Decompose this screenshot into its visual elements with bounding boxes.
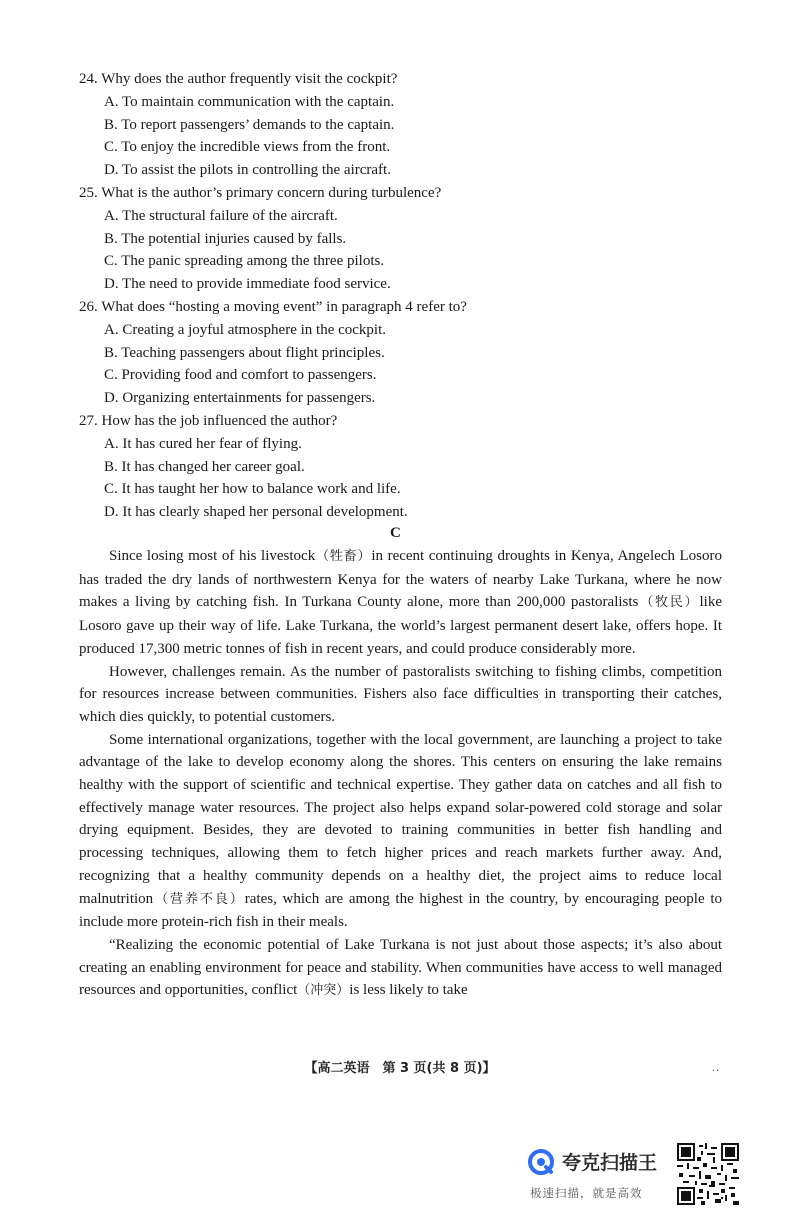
option-a: A. The structural failure of the aircraft. bbox=[104, 207, 338, 224]
question-stem: 24. Why does the author frequently visit the cockpit? bbox=[79, 71, 398, 87]
text-run: Some international organizations, together with the local government, are launching a project to take advantage of the lake to develop economy along the shores. This centers on ensuring the lake remains healthy with the support of scientific and technical expertise. They gather data on catches and all fish to effectively manage water resources. The project also helps expand solar-powered cold storage and solar drying equipment. Besides, they are devoted to training communities in better fish handling and processing techniques, allowing them to fetch higher prices and reach markets further away. And, recognizing that a healthy community depends on a healthy diet, the project aims to reduce local malnutrition bbox=[79, 731, 722, 907]
question-26 bbox=[79, 296, 739, 410]
option-b: B. To report passengers’ demands to the captain. bbox=[104, 116, 395, 133]
text-run: is less likely to take bbox=[349, 982, 468, 999]
quark-logo-icon bbox=[528, 1149, 554, 1175]
option-b: B. Teaching passengers about flight principles. bbox=[104, 344, 385, 361]
passage-paragraph-4 bbox=[79, 934, 722, 1003]
option-a: A. To maintain communication with the captain. bbox=[104, 93, 395, 110]
option-c: C. The panic spreading among the three pilots. bbox=[104, 253, 385, 270]
option-c: C. To enjoy the incredible views from the front. bbox=[104, 139, 391, 156]
watermark-subtitle: 极速扫描，就是高效 bbox=[530, 1186, 643, 1200]
qr-code-icon bbox=[677, 1143, 739, 1205]
option-c: C. Providing food and comfort to passengers. bbox=[104, 367, 377, 384]
option-b: B. The potential injuries caused by falls. bbox=[104, 230, 347, 247]
option-a: A. It has cured her fear of flying. bbox=[104, 435, 302, 452]
footer-dots: .. bbox=[712, 1060, 720, 1074]
gloss-conflict: （冲突） bbox=[297, 983, 350, 999]
watermark-title: 夸克扫描王 bbox=[562, 1152, 658, 1174]
question-24 bbox=[79, 68, 739, 182]
text-run: like Losoro gave up their way of life. Lake Turkana, the world’s largest permanent desert lake, offers hope. It produced 17,300 metric tonnes of fish in recent years, and could produce considerably more. bbox=[79, 594, 722, 657]
text-run: rates, which are among the highest in the country, by encouraging people to include more protein-rich fish in their meals. bbox=[79, 890, 722, 931]
reading-passage bbox=[79, 545, 722, 1003]
question-27 bbox=[79, 410, 739, 524]
gloss-pastoralists: （牧民） bbox=[638, 595, 700, 611]
option-a: A. Creating a joyful atmosphere in the cockpit. bbox=[104, 321, 387, 338]
gloss-livestock: （牲畜） bbox=[315, 549, 372, 564]
question-stem: 26. What does “hosting a moving event” in paragraph 4 refer to? bbox=[79, 298, 467, 315]
question-stem: 27. How has the job influenced the author? bbox=[79, 412, 338, 429]
section-heading: C bbox=[390, 525, 401, 541]
option-d: D. The need to provide immediate food service. bbox=[104, 276, 391, 293]
passage-paragraph-2: However, challenges remain. As the number of pastoralists switching to fishing climbs, competition for resources increase between communities. Fishers also face difficulties in transporting their catches, which dies quickly, to potential customers. bbox=[79, 663, 722, 725]
question-stem: 25. What is the author’s primary concern during turbulence? bbox=[79, 184, 442, 201]
text-run: Since losing most of his livestock bbox=[109, 548, 316, 564]
scanner-watermark bbox=[524, 1140, 684, 1206]
text-run: “Realizing the economic potential of Lake Turkana is not just about those aspects; it’s also about creating an enabling environment for peace and stability. When communities have access to well managed resources and opportunities, conflict bbox=[79, 936, 722, 999]
option-d: D. To assist the pilots in controlling the aircraft. bbox=[104, 162, 391, 179]
question-list bbox=[79, 68, 739, 524]
option-d: D. It has clearly shaped her personal development. bbox=[104, 504, 408, 521]
question-25 bbox=[79, 182, 739, 296]
page-footer: 【高二英语 第 3 页(共 8 页)】 bbox=[304, 1061, 496, 1076]
passage-paragraph-1 bbox=[79, 545, 722, 661]
option-d: D. Organizing entertainments for passengers. bbox=[104, 390, 376, 407]
passage-paragraph-3 bbox=[79, 729, 722, 934]
gloss-malnutrition: （营养不良） bbox=[153, 891, 245, 907]
option-b: B. It has changed her career goal. bbox=[104, 458, 305, 475]
option-c: C. It has taught her how to balance work and life. bbox=[104, 481, 401, 498]
text-run: in recent continuing droughts in Kenya, Angelech Losoro has traded the dry lands of northwestern Kenya for the waters of nearby Lake Turkana, where he now makes a living by catching fish. In Turkana County alone, more than 200,000 pastoralists bbox=[79, 548, 723, 611]
